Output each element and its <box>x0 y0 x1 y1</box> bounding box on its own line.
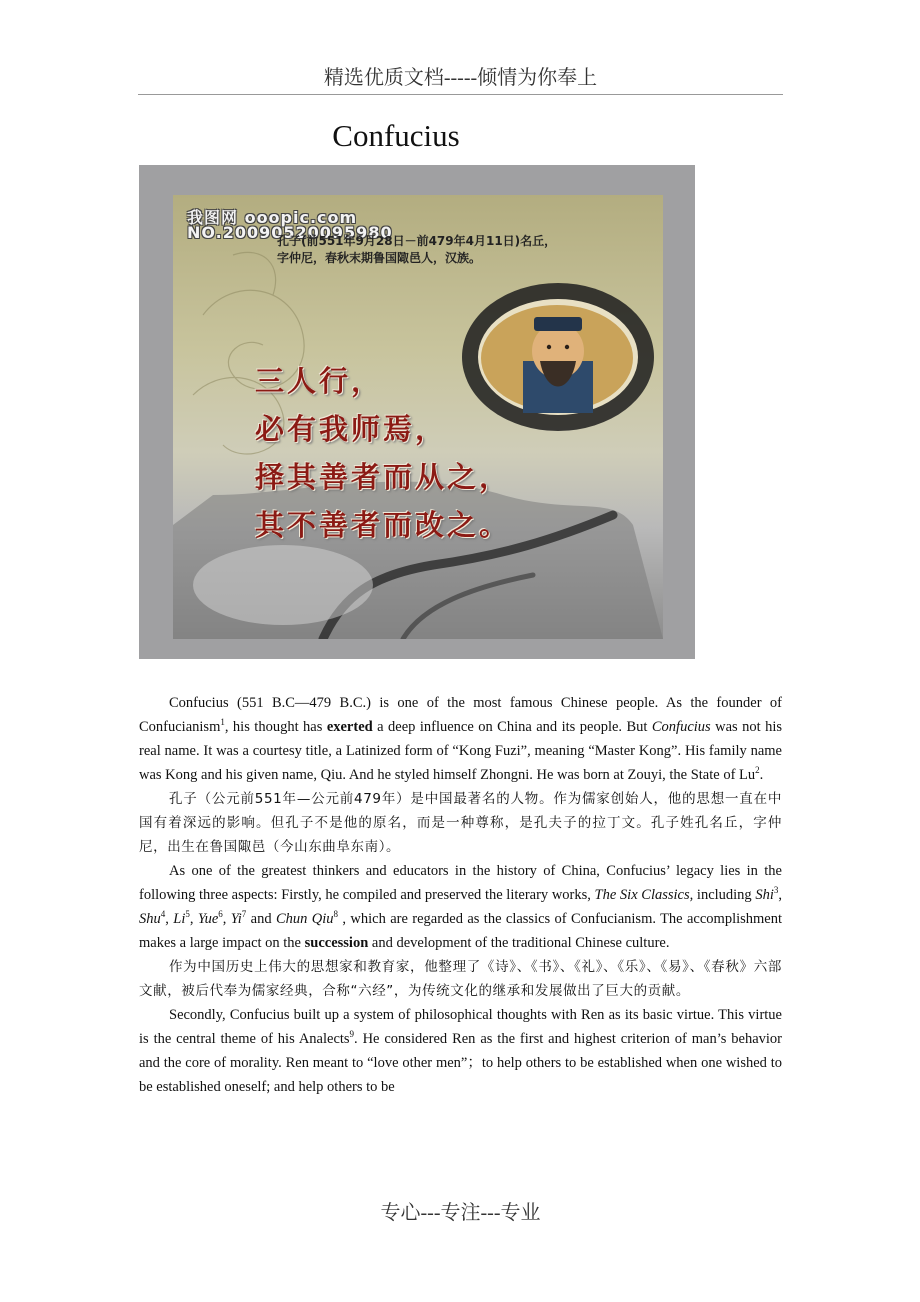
italic-term: Chun Qiu <box>275 911 334 927</box>
paragraph-intro-chinese: 孔子（公元前551年—公元前479年）是中国最著名的人物。作为儒家创始人，他的思想一直在中国有着深远的影响。但孔子不是他的原名，而是一种尊称，是孔夫子的拉丁文。孔子姓孔名丘，字仲尼，出生在鲁国陬邑（今山东曲阜东南）。 <box>139 791 782 855</box>
footnote-ref: 7 <box>241 909 247 920</box>
text-run: Secondly, Confucius built up a system of philosophical thoughts with Ren as its basic virtue. This virtue is the central theme of his Analects <box>139 1007 782 1047</box>
poster-caption-line: 字仲尼，春秋末期鲁国陬邑人，汉族。 <box>277 251 482 265</box>
italic-term: Confucius <box>651 719 711 735</box>
poem-line: 择其善者而从之， <box>255 460 512 494</box>
header-text: 精选优质文档-----倾情为你奉上 <box>323 67 598 89</box>
text-run: Confucius (551 B.C—479 B.C.) is one of the most famous Chinese people. As the founder of Confucianism <box>139 695 782 735</box>
text-run: including <box>693 887 756 903</box>
text-run: , <box>222 911 231 927</box>
paragraph-legacy-chinese: 作为中国历史上伟大的思想家和教育家，他整理了《诗》、《书》、《礼》、《乐》、《易》、《春秋》六部文献，被后代奉为儒家经典，合称“六经”，为传统文化的继承和发展做出了巨大的贡献。 <box>139 959 782 999</box>
text-run: and development of the traditional Chinese culture. <box>368 935 670 951</box>
watermark-site: 我图网 ooopic.com <box>187 208 358 227</box>
footnote-ref: 6 <box>218 909 223 920</box>
paragraph-intro <box>139 691 782 787</box>
paragraph-legacy <box>139 859 782 955</box>
document-title: Confucius <box>332 118 460 153</box>
poem-line: 其不善者而改之。 <box>255 508 512 542</box>
article-body <box>139 691 782 1099</box>
footnote-ref: 9 <box>349 1029 355 1040</box>
footnote-ref: 5 <box>185 909 190 920</box>
confucius-poster-image <box>139 165 695 659</box>
text-run: , which are regarded as the classics of Confucianism. The accomplishment makes a large impact on the <box>139 911 783 951</box>
paragraph-ren <box>139 1003 782 1099</box>
text-run: , <box>778 887 782 903</box>
text-run: . He considered Ren as the first and highest criterion of man’s behavior and the core of morality. Ren meant to “love other men”；to help others to be established when one wished to be established oneself; and help others to be <box>139 1031 782 1095</box>
footnote-ref: 1 <box>220 717 225 728</box>
italic-term: Shu <box>139 911 161 927</box>
text-run: . <box>759 767 764 783</box>
bold-term: succession <box>304 935 369 951</box>
poster-poem <box>255 357 595 549</box>
text-run: a deep influence on China and its people. But <box>372 719 652 735</box>
text-run: and <box>246 911 276 927</box>
italic-term: Li <box>173 911 186 927</box>
italic-term: Yue <box>197 911 219 927</box>
poster-caption-line: 孔子(前551年9月28日－前479年4月11日)名丘， <box>277 234 557 248</box>
text-run: As one of the greatest thinkers and educators in the history of China, Confucius’ legacy lies in the following three aspects: Firstly, he compiled and preserved the literary works, <box>139 863 782 903</box>
page-header <box>138 62 783 95</box>
page-footer: 专心---专注---专业 <box>380 1202 541 1224</box>
italic-term: Yi <box>230 911 242 927</box>
poster-artwork <box>173 195 663 639</box>
poem-line: 必有我师焉， <box>255 412 448 446</box>
footnote-ref: 4 <box>160 909 166 920</box>
poem-line: 三人行， <box>255 364 384 398</box>
text-run: , his thought has <box>224 719 327 735</box>
poster-caption <box>277 233 627 267</box>
watermark-number: NO.20090520095980 <box>187 223 393 242</box>
footnote-ref: 2 <box>755 765 760 776</box>
footnote-ref: 3 <box>773 885 779 896</box>
text-run: , <box>165 911 174 927</box>
text-run: was not his real name. It was a courtesy title, a Latinized form of “Kong Fuzi”, meaning “Master Kong”. His family name was Kong and his given name, Qiu. And he styled himself Zhongni. He was born at Zouyi, the State of Lu <box>139 719 783 783</box>
italic-term: The Six Classics, <box>594 887 694 903</box>
footnote-ref: 8 <box>333 909 339 920</box>
text-run: , <box>189 911 198 927</box>
italic-term: Shi <box>755 887 774 903</box>
bold-term: exerted <box>326 719 373 735</box>
